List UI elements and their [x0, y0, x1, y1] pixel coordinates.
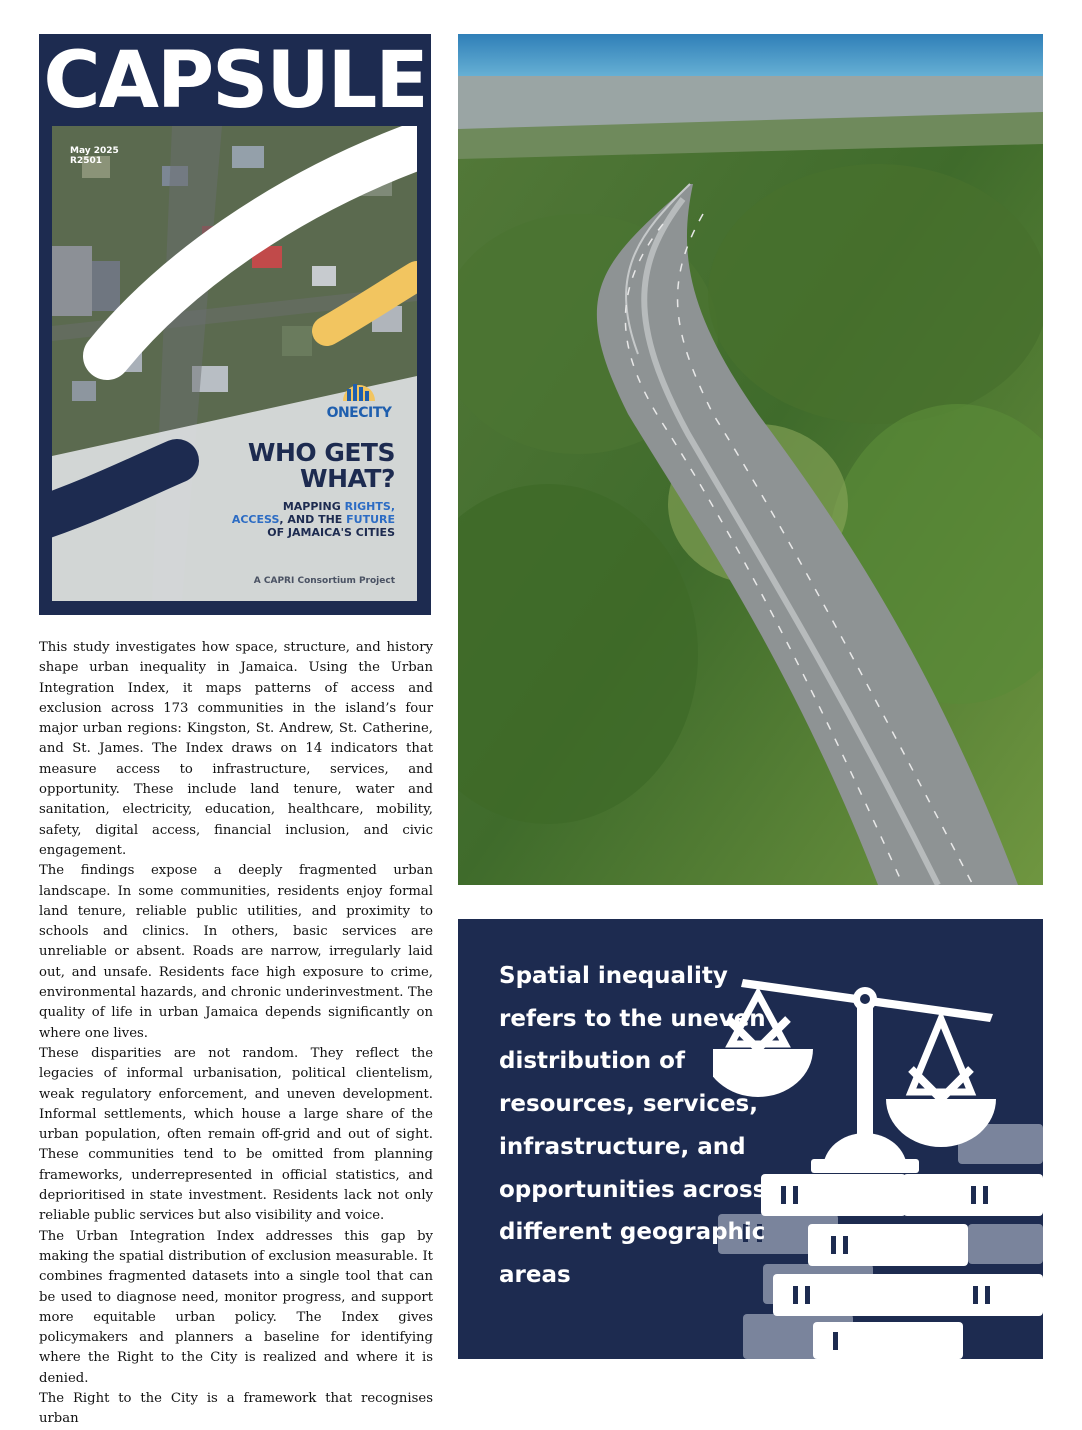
cover-footer: A CAPRI Consortium Project	[253, 576, 395, 586]
paragraph: This study investigates how space, structure, and history shape urban inequality in Jamaica. Using the Urban Integration Index, it maps patterns of access and exclusion across 173 communities in the island’s four major urban regions: Kingston, St. Andrew, St. Catherine, and St. James. The Index draws on 14 indicators that measure access to infrastructure, services, and opportunity. These include land tenure, water and sanitation, electricity, education, healthcare, mobility, safety, digital access, financial inclusion, and civic engagement.	[39, 640, 433, 858]
paragraph: The findings expose a deeply fragmented urban landscape. In some communities, residents enjoy formal land tenure, reliable public utilities, and proximity to schools and clinics. In others, basic services are unreliable or absent. Roads are narrow, irregularly laid out, and unsafe. Residents face high exposure to crime, environmental hazards, and chronic underinvestment. The quality of life in urban Jamaica depends significantly on where one lives.	[39, 863, 433, 1041]
callout-text: Spatial inequality refers to the uneven distribution of resources, services, infrastructure, and opportunities across different geographic areas	[499, 963, 767, 1288]
cover-image	[52, 126, 417, 601]
body-text	[39, 638, 433, 1430]
paragraph: The Urban Integration Index addresses this gap by making the spatial distribution of exclusion measurable. It combines fragmented datasets into a single tool that can be used to diagnose need, monitor progress, and support more equitable urban policy. The Index gives policymakers and planners a baseline for identifying where the Right to the City is realized and where it is denied.	[39, 1228, 433, 1386]
cover-date: May 2025 R2501	[70, 146, 119, 166]
aerial-highway-image	[458, 34, 1043, 885]
cover-subtitle: MAPPING RIGHTS, ACCESS, AND THE FUTURE OF JAMAICA'S CITIES	[231, 500, 395, 539]
onecity-logo	[322, 379, 396, 421]
highway-photo	[458, 34, 1043, 885]
report-cover	[39, 34, 431, 615]
paragraph: The Right to the City is a framework that recognises urban	[39, 1390, 433, 1427]
logo-text: ONECITY	[326, 405, 392, 421]
city-skyline-icon	[339, 379, 379, 401]
cover-title: CAPSULE	[43, 36, 427, 126]
cover-heading: WHO GETS WHAT?	[247, 438, 395, 493]
paragraph: These disparities are not random. They reflect the legacies of informal urbanisation, political clientelism, weak regulatory enforcement, and uneven development. Informal settlements, which house a large share of the urban population, often remain off-grid and out of sight. These communities tend to be omitted from planning frameworks, underrepresented in official statistics, and deprioritised in state investment. Residents lack not only reliable public services but also visibility and voice.	[39, 1045, 433, 1224]
definition-callout	[458, 919, 1043, 1359]
